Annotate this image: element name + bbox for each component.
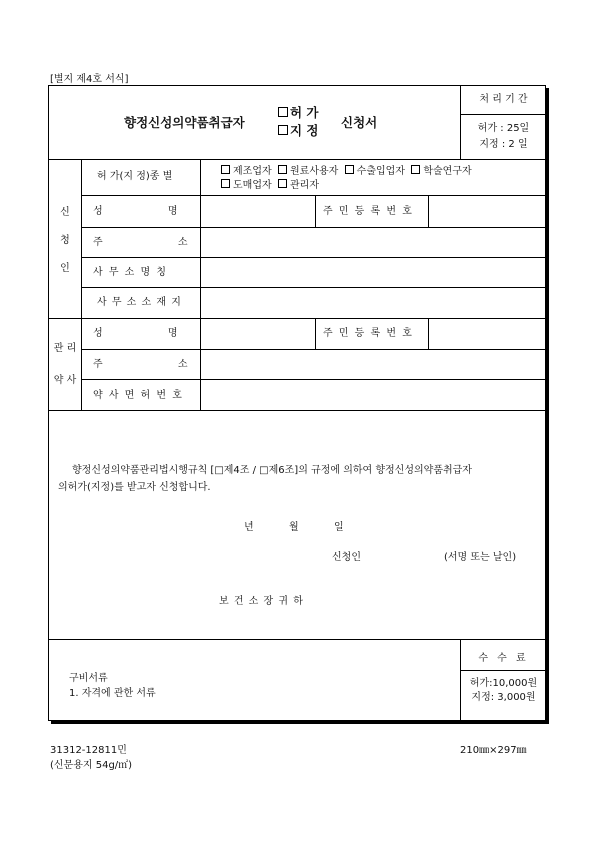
applicant-section-label: 청 [60,235,70,246]
applicant-id-label: 주 민 등 록 번 호 [323,206,414,217]
permit-option[interactable]: 허 가 [278,107,319,120]
type-option-importer-exporter[interactable]: 수출입업자 [345,166,405,177]
date-month: 월 [289,522,299,533]
divider [460,114,547,115]
fee-designation: 지정: 3,000원 [471,692,536,703]
license-type-row [221,179,319,191]
license-number-label: 약 사 면 허 번 호 [93,390,184,401]
checkbox-icon [221,179,230,188]
pharmacist-id-label: 주 민 등 록 번 호 [323,328,414,339]
form-title-suffix: 신청서 [341,115,378,130]
applicant-address-label: 주 소 [93,237,188,248]
divider [460,670,547,671]
license-type-row [221,165,472,177]
date-year: 년 [244,522,254,533]
type-option-researcher[interactable]: 학술연구자 [411,166,471,177]
office-location-label: 사 무 소 소 재 지 [97,297,182,308]
applicant-id-field[interactable] [429,196,547,227]
form-label: [별지 제4호 서식] [50,74,129,85]
applicant-signature-label: 신청인 [332,552,361,563]
processing-designation: 지정 : 2 일 [479,139,528,150]
required-document-item: 1. 자격에 관한 서류 [69,688,156,699]
office-location-field[interactable] [201,288,547,318]
type-option-wholesaler[interactable]: 도매업자 [221,180,272,191]
divider [49,639,547,640]
license-number-field[interactable] [201,380,547,410]
form-code: 31312-12811민 [50,745,127,756]
license-type-label: 허 가(지 정)종 별 [97,171,173,182]
required-documents-title: 구비서류 [69,673,108,684]
divider [49,159,547,160]
divider [315,195,316,227]
pharmacist-name-field[interactable] [201,319,314,349]
checkbox-icon [278,165,287,174]
pharmacist-name-label: 성 명 [93,328,178,339]
processing-period-label: 처 리 기 간 [479,94,528,105]
signature-note: (서명 또는 날인) [444,552,517,563]
applicant-section-label: 인 [60,263,70,274]
pharmacist-address-field[interactable] [201,350,547,379]
checkbox-icon [278,107,288,117]
statement-line: 향정신성의약품관리법시행규칙 [□제4조 / □제6조]의 규정에 의하여 향정신성의약품취급자 [72,465,472,476]
form-title: 향정신성의약품취급자 [124,115,245,130]
type-option-manager[interactable]: 관리자 [278,180,319,191]
type-option-raw-material-user[interactable]: 원료사용자 [278,166,338,177]
type-option-manufacturer[interactable]: 제조업자 [221,166,272,177]
office-name-label: 사 무 소 명 칭 [93,267,168,278]
checkbox-icon [278,125,288,135]
pharmacist-section-label: 약 사 [53,375,77,386]
application-form [48,85,546,721]
processing-permit: 허가 : 25일 [477,123,530,134]
pharmacist-section-label: 관 리 [53,343,77,354]
checkbox-icon [411,165,420,174]
applicant-name-label: 성 명 [93,206,178,217]
applicant-section-label: 신 [60,207,70,218]
fee-label: 수 수 료 [478,653,529,664]
checkbox-icon [221,165,230,174]
checkbox-icon [278,179,287,188]
paper-size: 210㎜×297㎜ [460,745,527,756]
fee-permit: 허가:10,000원 [469,678,538,689]
pharmacist-id-field[interactable] [429,319,547,349]
pharmacist-address-label: 주 소 [93,359,188,370]
addressee: 보 건 소 장 귀 하 [219,596,304,607]
checkbox-icon [345,165,354,174]
paper-spec: (신문용지 54g/㎡) [50,760,133,771]
date-day: 일 [334,522,344,533]
divider [49,410,547,411]
designation-option[interactable]: 지 정 [278,125,319,138]
applicant-name-field[interactable] [201,196,314,227]
form-shadow-bottom [51,721,549,724]
statement-line: 의허가(지정)를 받고자 신청합니다. [58,482,211,493]
divider [315,318,316,349]
divider [81,159,82,410]
applicant-address-field[interactable] [201,228,547,257]
office-name-field[interactable] [201,258,547,287]
